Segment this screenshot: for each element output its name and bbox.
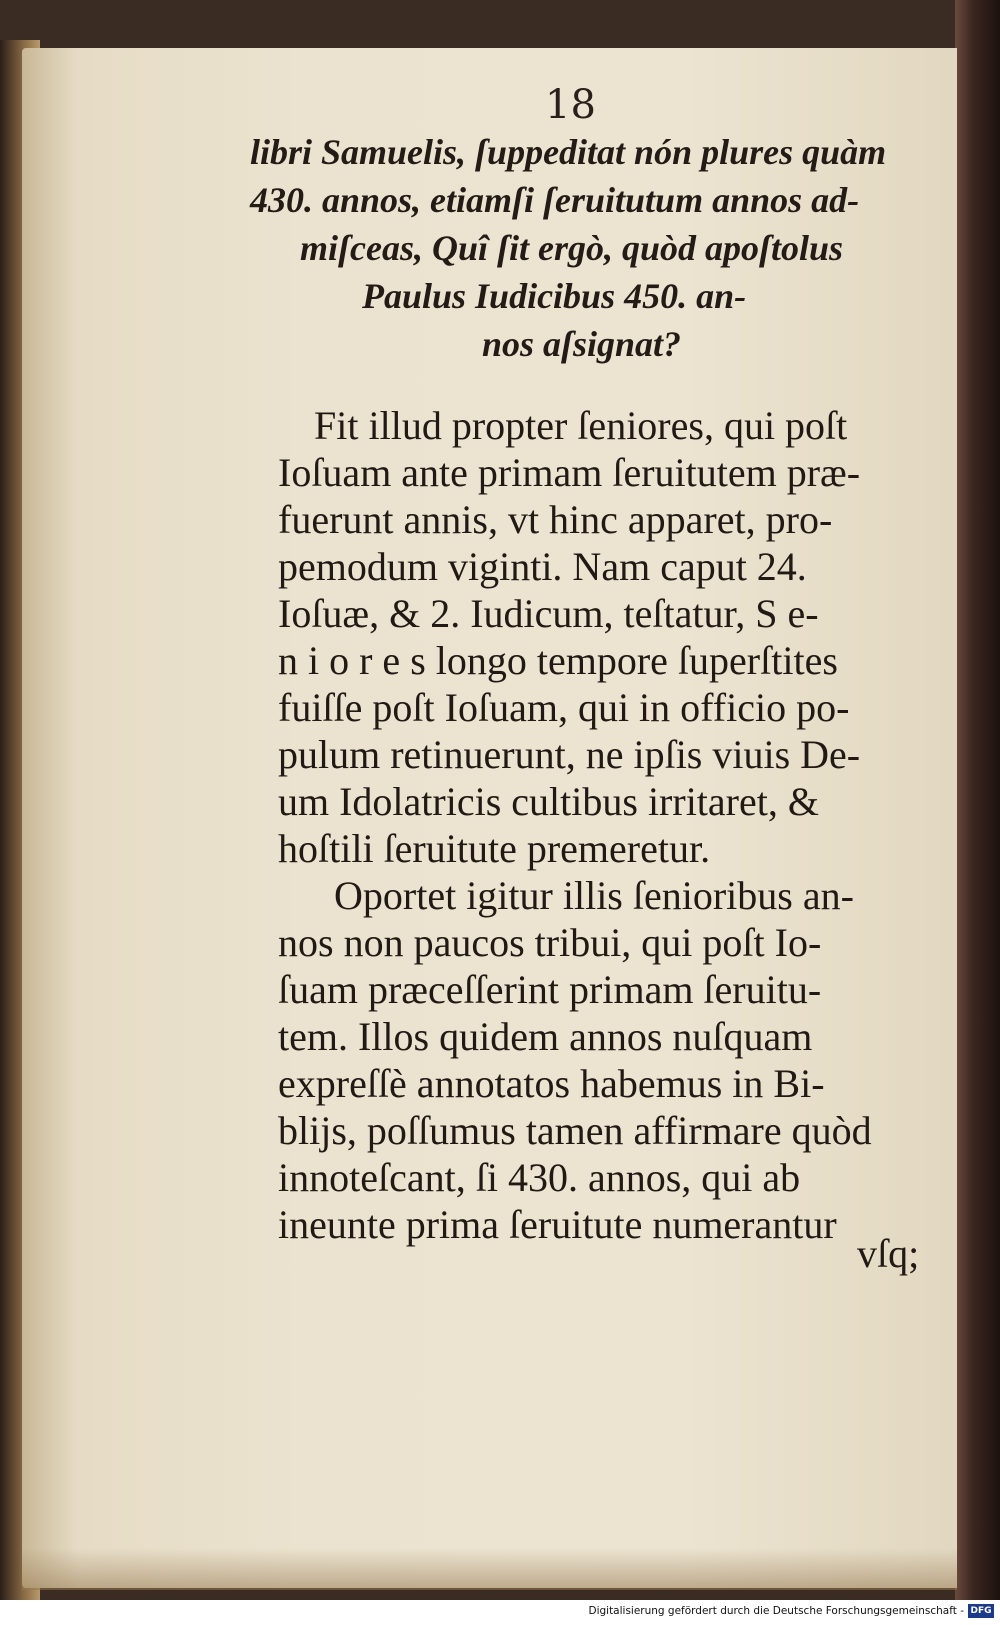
body-line: blijs, poſſumus tamen affirmare quòd: [278, 1108, 872, 1153]
heading-line: Paulus Iudicibus 450. an-: [362, 276, 747, 316]
body-line: um Idolatricis cultibus irritaret, &: [278, 779, 819, 824]
body-line: nos non paucos tribui, qui poſt Io-: [278, 920, 822, 965]
body-line: fuiſſe poſt Ioſuam, qui in officio po-: [278, 685, 850, 730]
body-line: Fit illud propter ſeniores, qui poſt: [314, 403, 848, 448]
body-line: Ioſuæ, & 2. Iudicum, teſtatur, S e-: [278, 591, 819, 636]
body-line: ſuam præceſſerint primam ſeruitu-: [278, 967, 822, 1012]
funding-credit: Digitalisierung gefördert durch die Deutsche Forschungsgemeinschaft -: [588, 1605, 964, 1617]
italic-heading: [250, 128, 930, 368]
body-line: fuerunt annis, vt hinc apparet, pro-: [278, 497, 833, 542]
body-line: Oportet igitur illis ſenioribus an-: [334, 873, 854, 918]
book-fore-edge: [955, 0, 1000, 1600]
page-bottom-shadow: [22, 1548, 957, 1590]
body-line: expreſſè annotatos habemus in Bi-: [278, 1061, 825, 1106]
body-line: pemodum viginti. Nam caput 24.: [278, 544, 807, 589]
body-line: Ioſuam ante primam ſeruitutem præ-: [278, 450, 861, 495]
catchword: vſq;: [857, 1231, 920, 1276]
body-line: ineunte prima ſeruitute numerantur: [278, 1202, 837, 1247]
body-line: hoſtili ſeruitute premeretur.: [278, 826, 711, 871]
body-line: pulum retinuerunt, ne ipſis viuis De-: [278, 732, 861, 777]
heading-line: miſceas, Quî ſit ergò, quòd apoſtolus: [300, 228, 844, 268]
body-text: [278, 402, 938, 1248]
heading-line: 430. annos, etiamſi ſeruitutum annos ad-: [250, 180, 860, 220]
heading-line: nos aſsignat?: [482, 324, 682, 364]
heading-line: libri Samuelis, ſuppeditat nón plures quàm: [250, 132, 887, 172]
dfg-logo-icon: DFG: [968, 1604, 994, 1618]
body-line: innoteſcant, ſi 430. annos, qui ab: [278, 1155, 801, 1200]
page-number: 18: [545, 82, 596, 128]
body-line: tem. Illos quidem annos nuſquam: [278, 1014, 813, 1059]
body-line: n i o r e s longo tempore ſuperſtites: [278, 638, 838, 683]
